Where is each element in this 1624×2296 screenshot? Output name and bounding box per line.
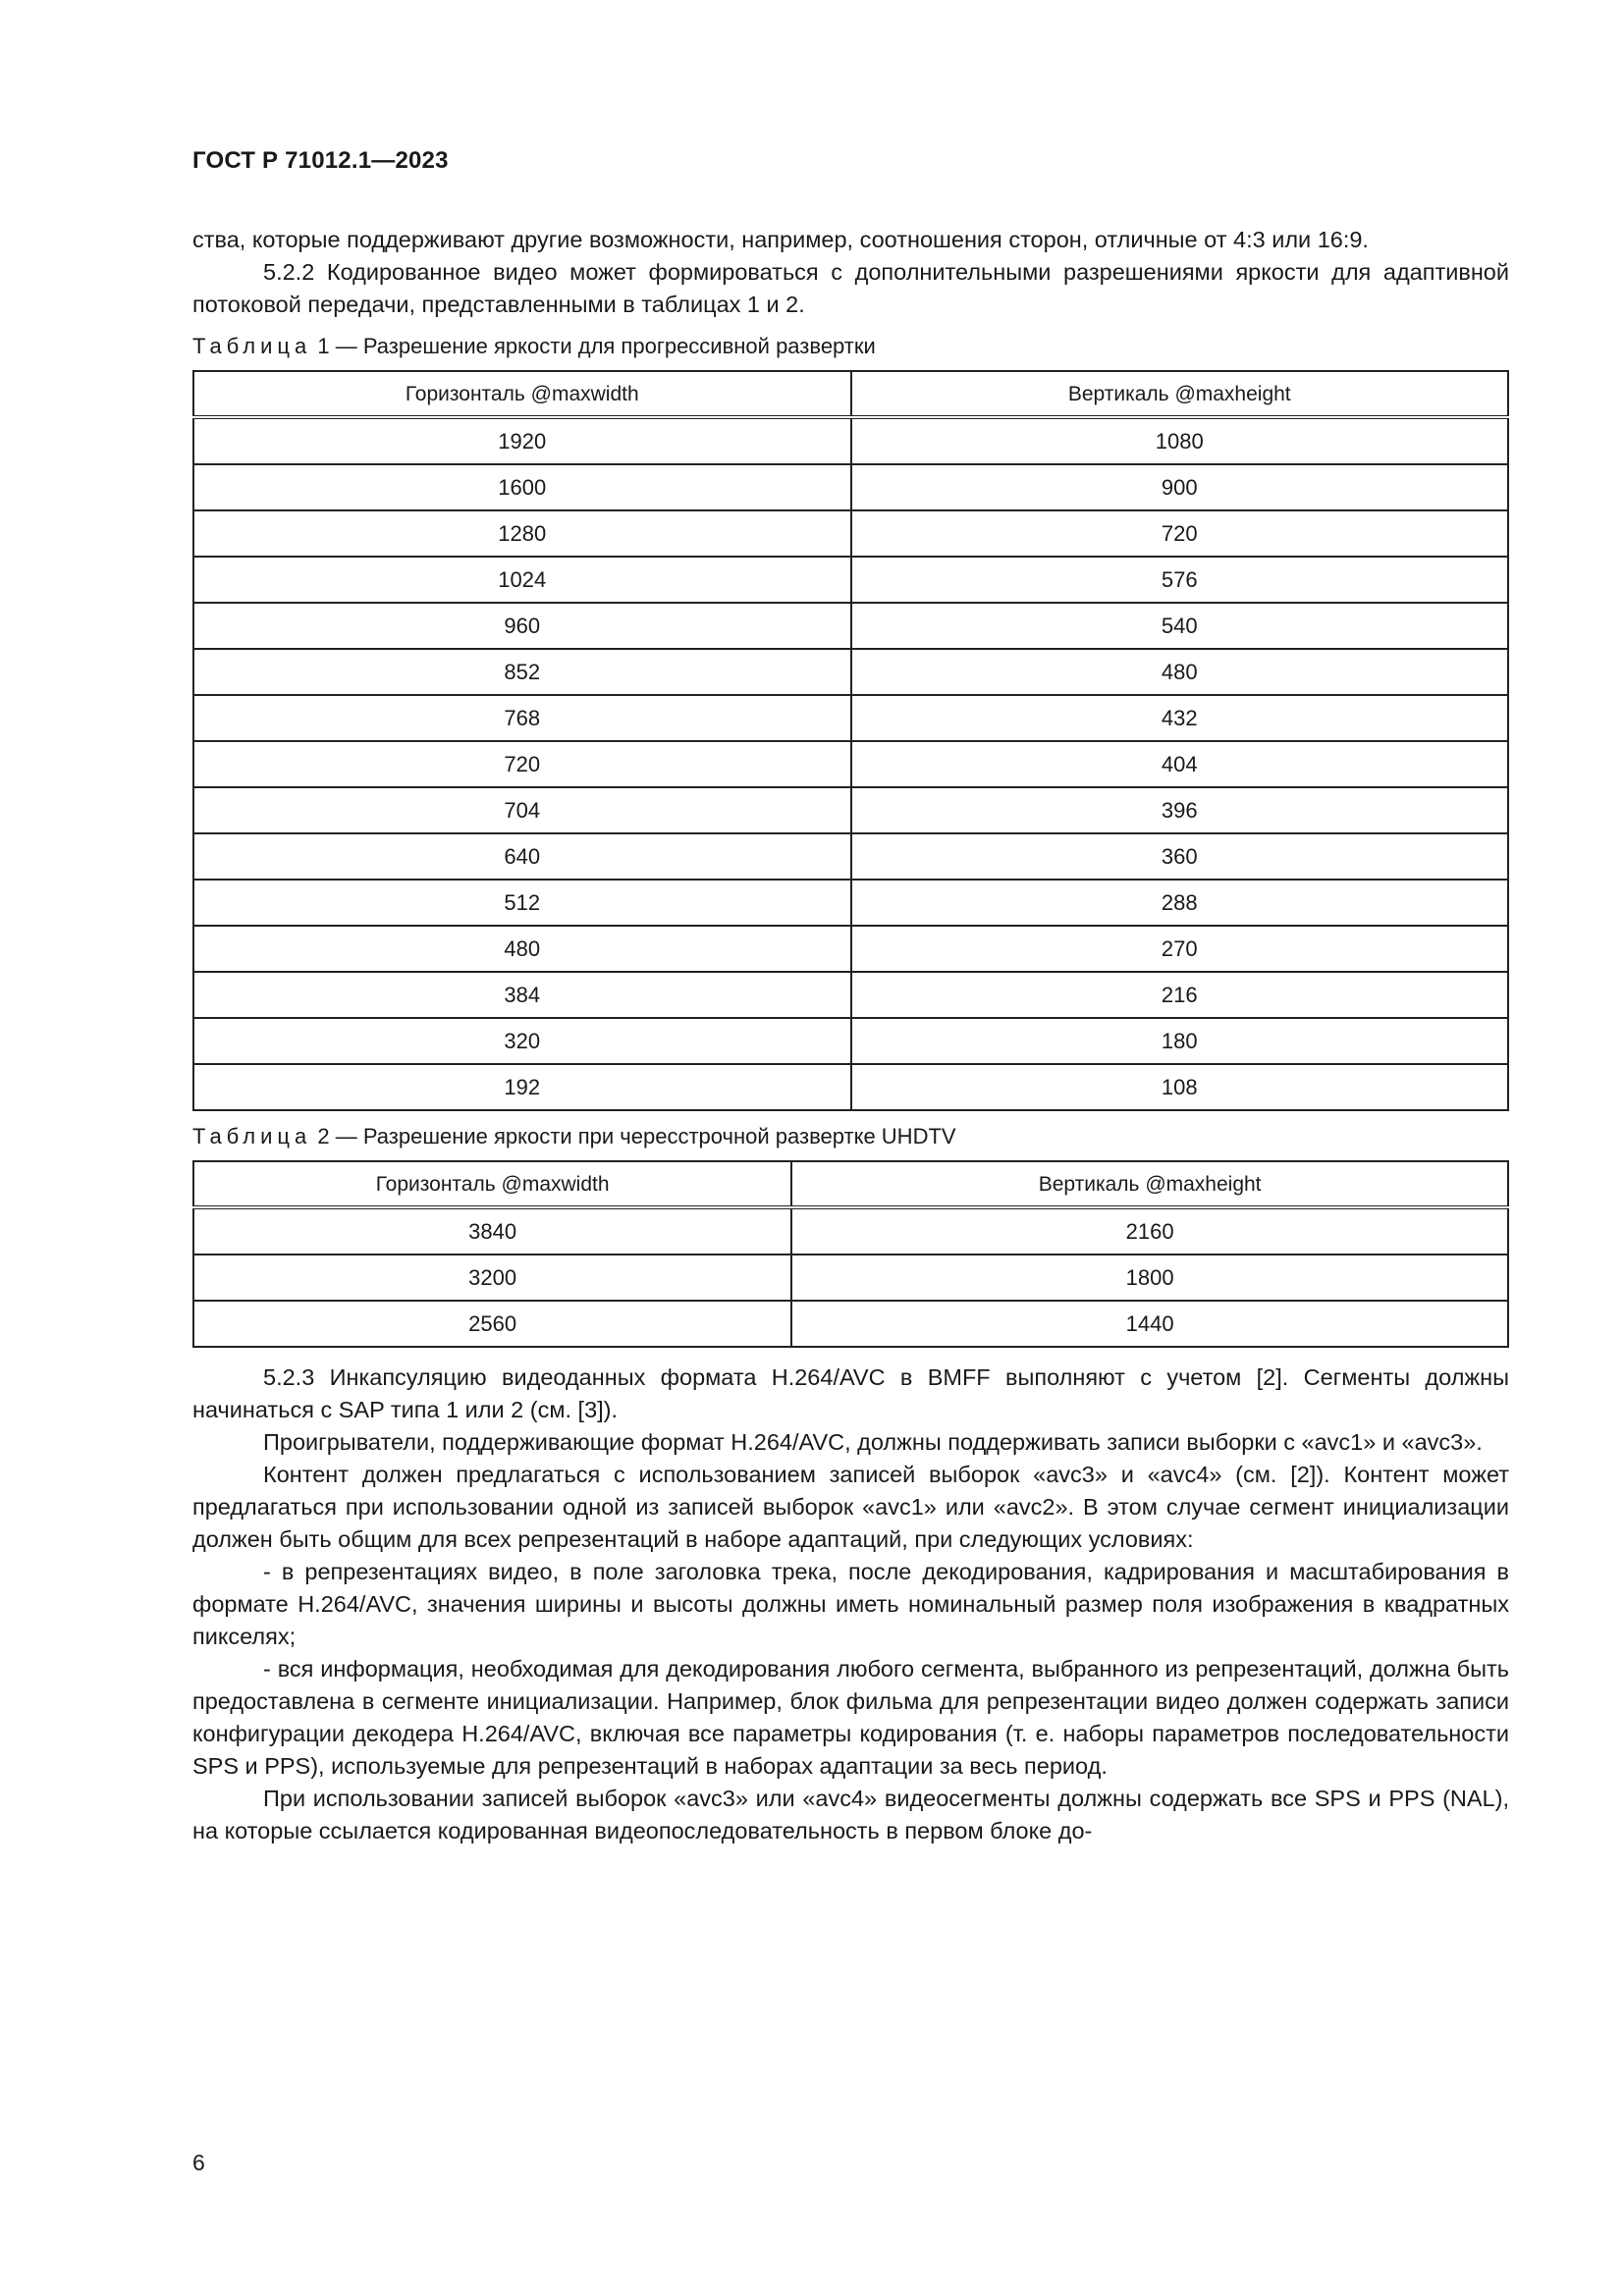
- paragraph-continuation: ства, которые поддерживают другие возможности, например, соотношения сторон, отличные от 4:3 или 16:9.: [192, 227, 1369, 252]
- table2-header-vertical: Вертикаль @maxheight: [791, 1161, 1508, 1207]
- table2-header-row: [193, 1161, 1508, 1207]
- table-cell: 2160: [791, 1207, 1508, 1255]
- paragraph-players: Проигрыватели, поддерживающие формат H.264/AVC, должны поддерживать записи выборки с «avc1» и «avc3».: [263, 1429, 1483, 1455]
- table-cell: 720: [193, 741, 851, 787]
- table-row: [193, 417, 1508, 464]
- table-row: [193, 649, 1508, 695]
- table2-caption: [192, 1123, 1509, 1150]
- paragraph-5-2-2: 5.2.2 Кодированное видео может формироваться с дополнительными разрешениями яркости для адаптивной потоковой передачи, представленными в таблицах 1 и 2.: [192, 259, 1509, 317]
- table-cell: 3840: [193, 1207, 791, 1255]
- table-cell: 720: [851, 510, 1509, 557]
- table-cell: 3200: [193, 1255, 791, 1301]
- table2-header-horizontal: Горизонталь @maxwidth: [193, 1161, 791, 1207]
- table-cell: 1080: [851, 417, 1509, 464]
- table-cell: 1280: [193, 510, 851, 557]
- table-row: [193, 510, 1508, 557]
- table-row: [193, 787, 1508, 833]
- table-cell: 1800: [791, 1255, 1508, 1301]
- page-number: 6: [192, 2150, 205, 2175]
- list-item-condition-1: - в репрезентациях видео, в поле заголовка трека, после декодирования, кадрирования и масштабирования в формате H.264/AVC, значения ширины и высоты должны иметь номинальный размер поля изображения в квадратных пикселях;: [192, 1559, 1509, 1649]
- table-cell: 852: [193, 649, 851, 695]
- table-cell: 360: [851, 833, 1509, 880]
- table-row: [193, 972, 1508, 1018]
- table-row: [193, 926, 1508, 972]
- paragraph-avc3-avc4: При использовании записей выборок «avc3» или «avc4» видеосегменты должны содержать все SPS и PPS (NAL), на которые ссылается кодированная видеопоследовательность в первом блоке до-: [192, 1786, 1509, 1843]
- table-cell: 216: [851, 972, 1509, 1018]
- table-cell: 1440: [791, 1301, 1508, 1347]
- table1-header-horizontal: Горизонталь @maxwidth: [193, 371, 851, 417]
- table-row: [193, 741, 1508, 787]
- table-cell: 432: [851, 695, 1509, 741]
- table-row: [193, 557, 1508, 603]
- table-cell: 480: [193, 926, 851, 972]
- table1-header-vertical: Вертикаль @maxheight: [851, 371, 1509, 417]
- document-header: ГОСТ Р 71012.1—2023: [192, 147, 449, 174]
- table-cell: 180: [851, 1018, 1509, 1064]
- table-row: [193, 1255, 1508, 1301]
- table-cell: 768: [193, 695, 851, 741]
- table2-caption-prefix: Таблица: [192, 1124, 312, 1148]
- table-cell: 640: [193, 833, 851, 880]
- table-cell: 108: [851, 1064, 1509, 1110]
- table-cell: 404: [851, 741, 1509, 787]
- table-cell: 192: [193, 1064, 851, 1110]
- table-cell: 540: [851, 603, 1509, 649]
- table2: [192, 1160, 1509, 1348]
- table-cell: 2560: [193, 1301, 791, 1347]
- table-row: [193, 1301, 1508, 1347]
- table1-caption-prefix: Таблица: [192, 334, 312, 358]
- table-row: [193, 695, 1508, 741]
- table-cell: 704: [193, 787, 851, 833]
- table1-header-row: [193, 371, 1508, 417]
- table-cell: 1920: [193, 417, 851, 464]
- paragraph-5-2-3: 5.2.3 Инкапсуляцию видеоданных формата H.264/AVC в BMFF выполняют с учетом [2]. Сегменты должны начинаться с SAP типа 1 или 2 (см. [3]).: [192, 1364, 1509, 1422]
- page-content: [192, 224, 1509, 1847]
- table-row: [193, 1064, 1508, 1110]
- table-row: [193, 1018, 1508, 1064]
- table-row: [193, 603, 1508, 649]
- table-row: [193, 833, 1508, 880]
- table1-caption: [192, 333, 1509, 360]
- table-cell: 960: [193, 603, 851, 649]
- table-cell: 1024: [193, 557, 851, 603]
- table-cell: 384: [193, 972, 851, 1018]
- table-cell: 1600: [193, 464, 851, 510]
- table-cell: 396: [851, 787, 1509, 833]
- paragraph-content-offer: Контент должен предлагаться с использованием записей выборок «avc3» и «avc4» (см. [2]). Контент может предлагаться при использовании одной из записей выборок «avc1» или «avc2». В этом случае сегмент инициализации должен быть общим для всех репрезентаций в наборе адаптаций, при следующих условиях:: [192, 1462, 1509, 1552]
- table-cell: 270: [851, 926, 1509, 972]
- table-cell: 288: [851, 880, 1509, 926]
- table1: [192, 370, 1509, 1111]
- table-cell: 320: [193, 1018, 851, 1064]
- table-row: [193, 880, 1508, 926]
- table-cell: 900: [851, 464, 1509, 510]
- table-row: [193, 464, 1508, 510]
- list-item-condition-2: - вся информация, необходимая для декодирования любого сегмента, выбранного из репрезентаций, должна быть предоставлена в сегменте инициализации. Например, блок фильма для репрезентации видео должен содержать записи конфигурации декодера H.264/AVC, включая все параметры кодирования (т. е. наборы параметров последовательности SPS и PPS), используемые для репрезентаций в наборах адаптации за весь период.: [192, 1656, 1509, 1779]
- table-cell: 512: [193, 880, 851, 926]
- table-cell: 576: [851, 557, 1509, 603]
- table2-caption-text: 2 — Разрешение яркости при чересстрочной развертке UHDTV: [311, 1124, 956, 1148]
- table-cell: 480: [851, 649, 1509, 695]
- table-row: [193, 1207, 1508, 1255]
- table1-caption-text: 1 — Разрешение яркости для прогрессивной развертки: [311, 334, 876, 358]
